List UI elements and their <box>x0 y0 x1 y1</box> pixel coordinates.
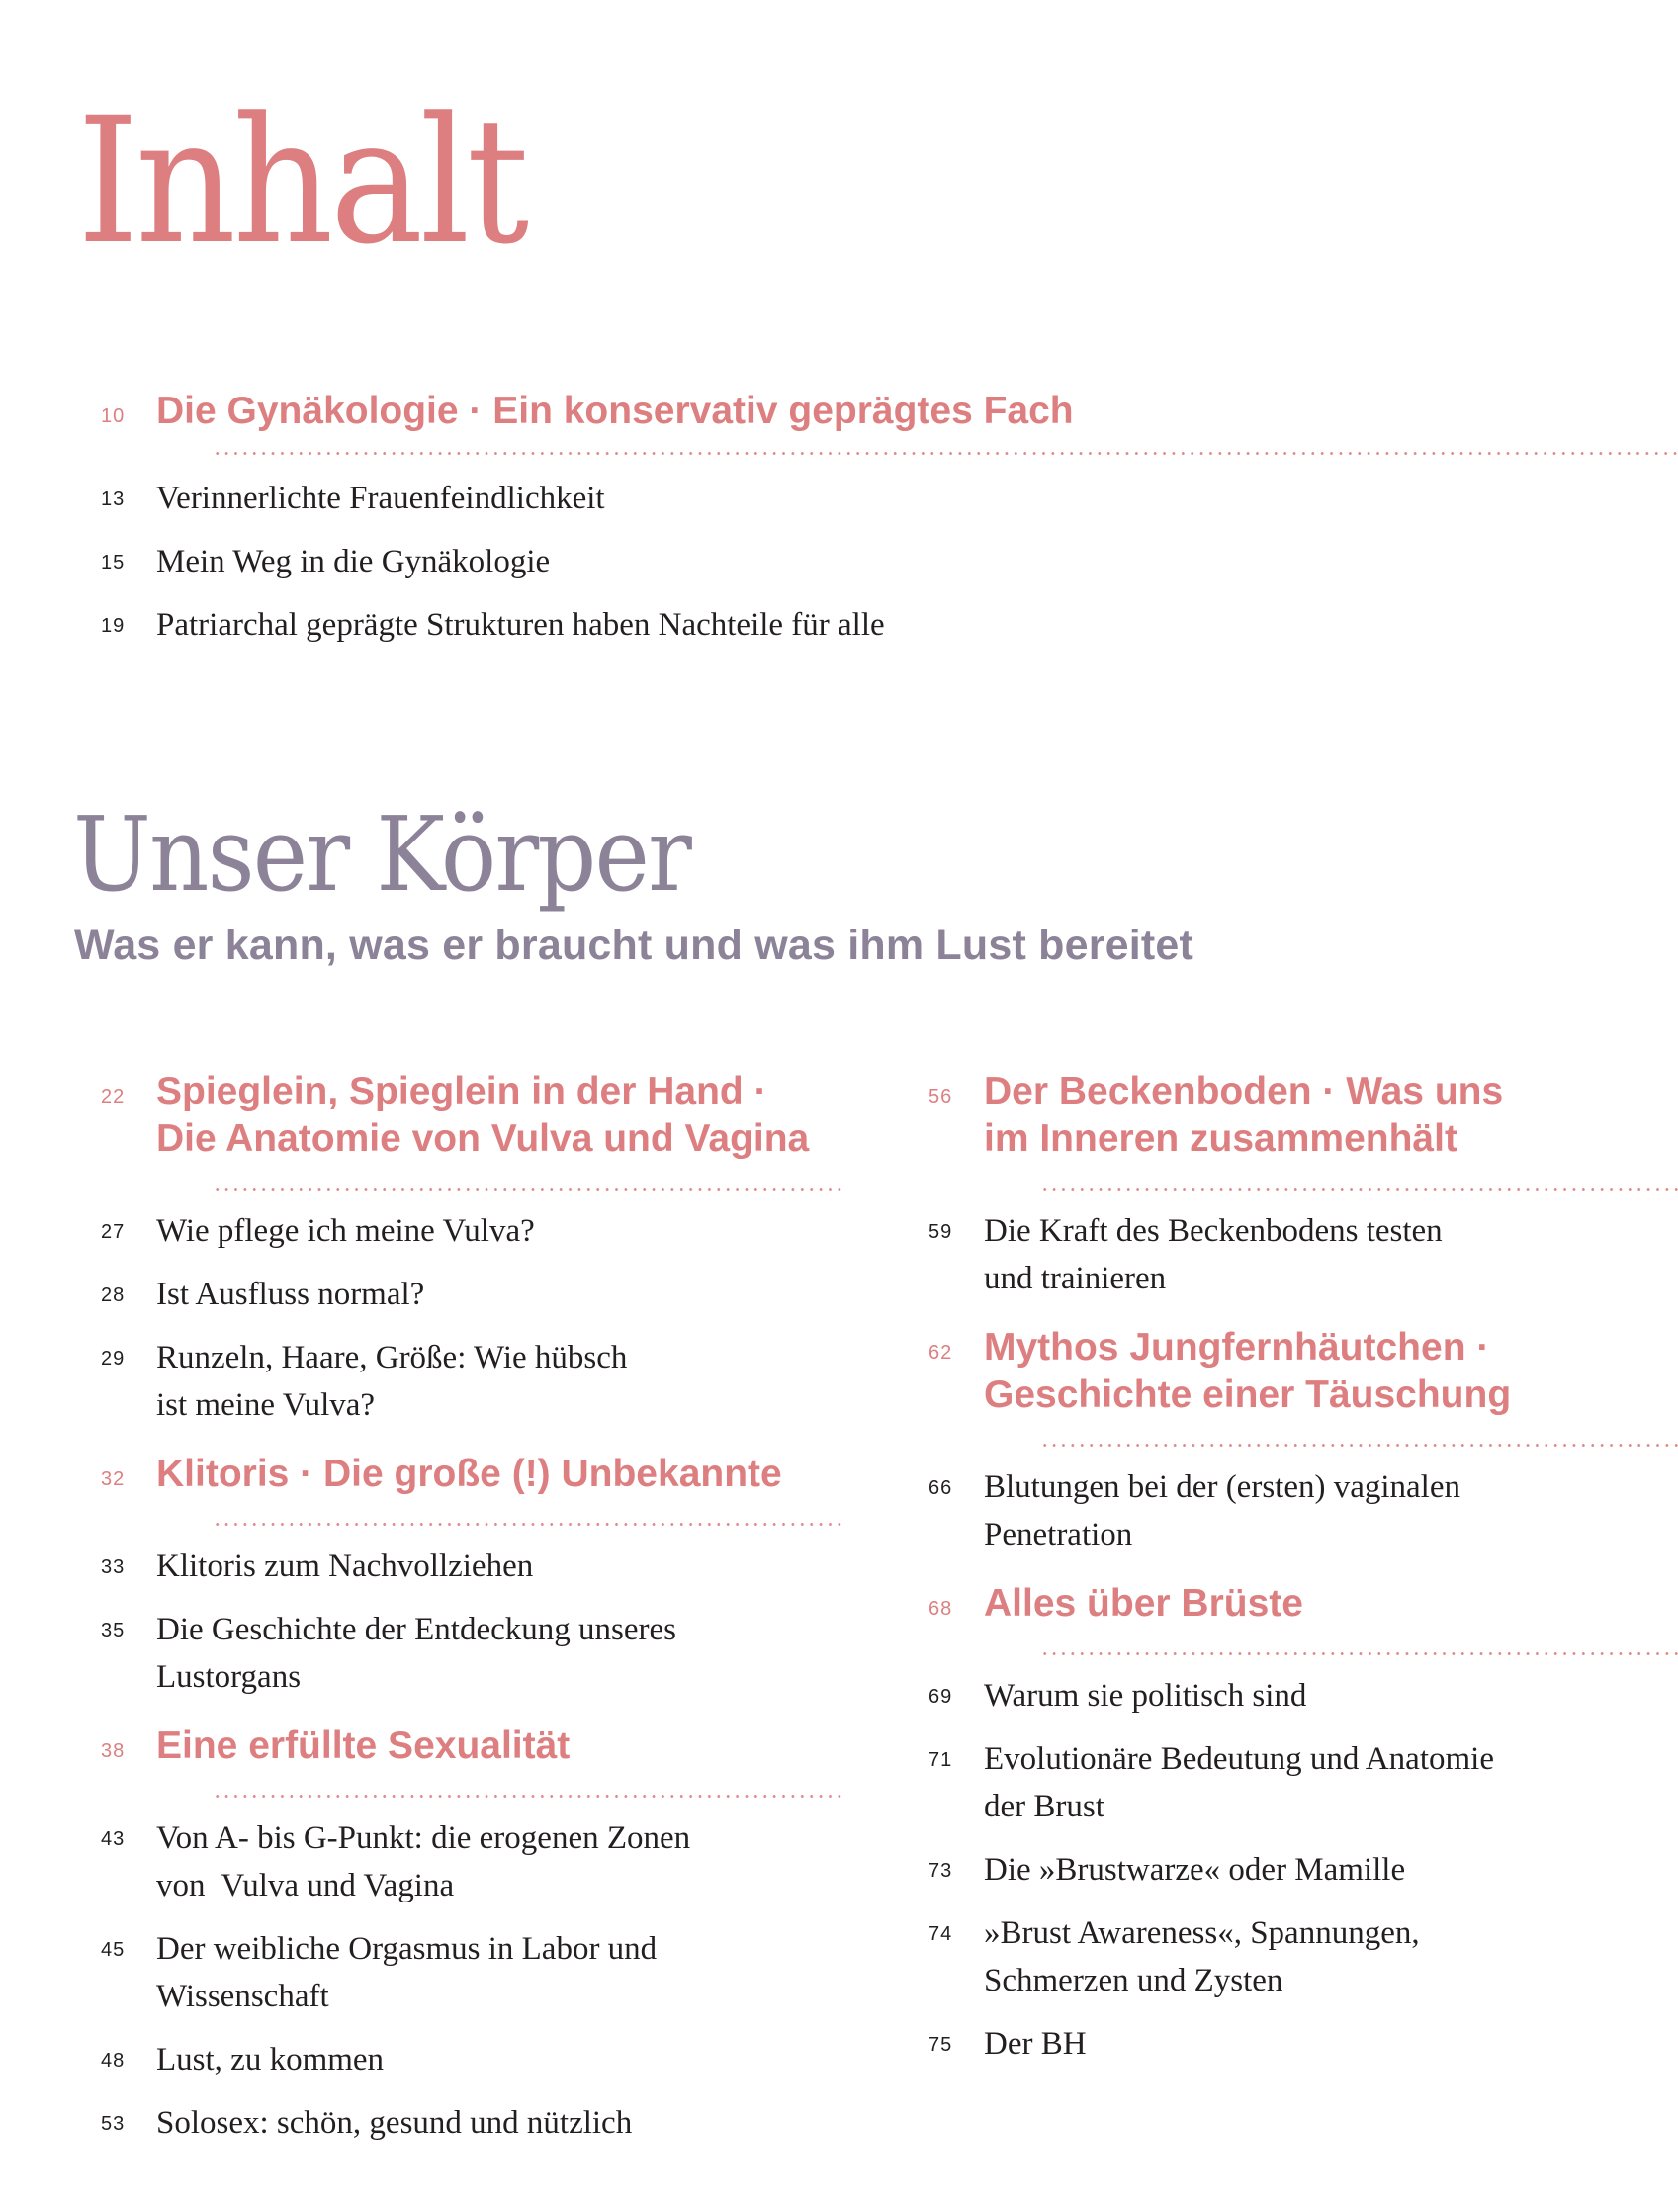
chapter-title-line: Die Anatomie von Vulva und Vagina <box>156 1117 810 1160</box>
dotted-divider <box>1040 1188 1678 1191</box>
entry-title: Wie pflege ich meine Vulva? <box>156 1213 535 1249</box>
entry-page-number: 15 <box>101 552 126 574</box>
entry-title: Klitoris zum Nachvollziehen <box>156 1548 534 1584</box>
dotted-divider <box>213 1795 845 1798</box>
page-title: Inhalt <box>77 80 526 283</box>
entry-title-line: Blutungen bei der (ersten) vaginalen <box>984 1469 1460 1505</box>
entry-title-line: Die Kraft des Beckenbodens testen <box>984 1213 1443 1249</box>
chapter-page-number: 62 <box>928 1342 953 1364</box>
entry-page-number: 48 <box>101 2050 126 2072</box>
entry-page-number: 73 <box>928 1860 953 1882</box>
entry-title-line: ist meine Vulva? <box>156 1387 376 1423</box>
toc-entry[interactable] <box>885 1846 1678 1894</box>
entry-title-line: Evolutionäre Bedeutung und Anatomie <box>984 1741 1494 1777</box>
chapter-page-number: 10 <box>101 405 126 427</box>
chapter-page-number: 56 <box>928 1086 953 1107</box>
chapter-title: Eine erfüllte Sexualität <box>156 1725 571 1767</box>
entry-title-line: Lustorgans <box>156 1659 302 1695</box>
toc-entry[interactable] <box>885 1463 1678 1558</box>
toc-entry[interactable] <box>57 475 1678 522</box>
entry-page-number: 75 <box>928 2034 953 2056</box>
toc-entry[interactable] <box>885 1672 1678 1720</box>
chapter-title: Die Gynäkologie · Ein konservativ geprägtes Fach <box>156 390 1074 432</box>
entry-title <box>984 1909 1420 2004</box>
dotted-divider <box>1040 1652 1678 1655</box>
entry-title <box>156 1606 676 1701</box>
entry-page-number: 71 <box>928 1749 953 1771</box>
entry-title-line: Die Geschichte der Entdeckung unseres <box>156 1612 676 1647</box>
section-title: Unser Körper <box>73 794 691 915</box>
dotted-divider <box>213 1188 845 1191</box>
entry-title: Der BH <box>984 2026 1087 2062</box>
entry-page-number: 43 <box>101 1828 126 1850</box>
toc-entry[interactable] <box>57 1543 845 1590</box>
entry-title-line: »Brust Awareness«, Spannungen, <box>984 1915 1420 1951</box>
toc-entry[interactable] <box>57 1606 845 1701</box>
entry-page-number: 13 <box>101 488 126 510</box>
chapter-heading[interactable] <box>885 1068 1678 1163</box>
entry-title <box>984 1207 1443 1302</box>
entry-title-line: Von A- bis G-Punkt: die erogenen Zonen <box>156 1820 691 1856</box>
right-column <box>885 1068 1678 2068</box>
entry-title-line: von Vulva und Vagina <box>156 1868 455 1903</box>
chapter-title-line: Der Beckenboden · Was uns <box>984 1070 1504 1112</box>
entry-title-line: Der weibliche Orgasmus in Labor und <box>156 1931 658 1967</box>
entry-title-line: Runzeln, Haare, Größe: Wie hübsch <box>156 1340 628 1375</box>
entry-page-number: 74 <box>928 1923 953 1945</box>
toc-entry[interactable] <box>57 1271 845 1318</box>
entry-title-line: Penetration <box>984 1517 1133 1552</box>
entry-title-line: Schmerzen und Zysten <box>984 1963 1283 1998</box>
chapter-page-number: 68 <box>928 1598 953 1620</box>
chapter-title <box>156 1068 809 1163</box>
entry-page-number: 29 <box>101 1348 126 1370</box>
entry-title <box>156 1334 627 1429</box>
dotted-divider <box>213 452 1678 455</box>
entry-page-number: 35 <box>101 1620 126 1641</box>
chapter-heading[interactable] <box>885 1324 1678 1419</box>
chapter-page-number: 38 <box>101 1740 126 1762</box>
toc-entry[interactable] <box>57 2099 845 2147</box>
toc-entry[interactable] <box>57 2036 845 2083</box>
toc-entry[interactable] <box>885 1909 1678 2004</box>
entry-page-number: 59 <box>928 1221 953 1243</box>
chapter-title <box>984 1324 1511 1419</box>
chapter-page-number: 32 <box>101 1468 126 1490</box>
toc-entry[interactable] <box>885 2020 1678 2068</box>
toc-entry[interactable] <box>885 1207 1678 1302</box>
entry-title: Warum sie politisch sind <box>984 1678 1307 1714</box>
entry-title-line: der Brust <box>984 1789 1104 1824</box>
toc-entry[interactable] <box>57 538 1678 585</box>
entry-title: Die »Brustwarze« oder Mamille <box>984 1852 1406 1888</box>
chapter-heading[interactable] <box>57 1723 845 1770</box>
entry-title: Mein Weg in die Gynäkologie <box>156 544 551 579</box>
chapter-title-line: im Inneren zusammenhält <box>984 1117 1457 1160</box>
chapter-title-line: Mythos Jungfernhäutchen · <box>984 1326 1490 1369</box>
dotted-divider <box>213 1523 845 1526</box>
entry-page-number: 28 <box>101 1284 126 1306</box>
chapter-heading[interactable] <box>57 388 1678 435</box>
chapter-title-line: Geschichte einer Täuschung <box>984 1373 1512 1416</box>
entry-title: Patriarchal geprägte Strukturen haben Nachteile für alle <box>156 607 885 643</box>
toc-entry[interactable] <box>57 1207 845 1255</box>
left-column <box>57 1068 845 2147</box>
dotted-divider <box>1040 1444 1678 1447</box>
chapter-heading[interactable] <box>885 1580 1678 1628</box>
chapter-title-line: Spieglein, Spieglein in der Hand · <box>156 1070 767 1112</box>
entry-title-line: und trainieren <box>984 1261 1167 1296</box>
chapter-title: Klitoris · Die große (!) Unbekannte <box>156 1453 782 1495</box>
entry-page-number: 33 <box>101 1556 126 1578</box>
entry-title <box>156 1925 657 2020</box>
entry-page-number: 53 <box>101 2113 126 2135</box>
chapter-title: Alles über Brüste <box>984 1582 1303 1625</box>
chapter-heading[interactable] <box>57 1451 845 1498</box>
intro-block <box>57 388 1678 649</box>
toc-entry[interactable] <box>57 601 1678 649</box>
entry-page-number: 45 <box>101 1939 126 1961</box>
entry-title: Lust, zu kommen <box>156 2042 385 2078</box>
entry-page-number: 19 <box>101 615 126 637</box>
entry-title: Solosex: schön, gesund und nützlich <box>156 2105 633 2141</box>
toc-entry[interactable] <box>57 1334 845 1429</box>
entry-page-number: 66 <box>928 1477 953 1499</box>
chapter-title <box>984 1068 1503 1163</box>
entry-title <box>156 1814 690 1909</box>
chapter-heading[interactable] <box>57 1068 845 1163</box>
entry-title: Ist Ausfluss normal? <box>156 1277 425 1312</box>
entry-title: Verinnerlichte Frauenfeindlichkeit <box>156 481 605 516</box>
toc-entry[interactable] <box>885 1735 1678 1830</box>
toc-entry[interactable] <box>57 1925 845 2020</box>
chapter-page-number: 22 <box>101 1086 126 1107</box>
entry-title <box>984 1735 1494 1830</box>
entry-page-number: 69 <box>928 1686 953 1708</box>
toc-entry[interactable] <box>57 1814 845 1909</box>
entry-title <box>984 1463 1460 1558</box>
section-subtitle: Was er kann, was er braucht und was ihm Lust bereitet <box>74 922 1194 969</box>
entry-title-line: Wissenschaft <box>156 1979 329 2014</box>
entry-page-number: 27 <box>101 1221 126 1243</box>
